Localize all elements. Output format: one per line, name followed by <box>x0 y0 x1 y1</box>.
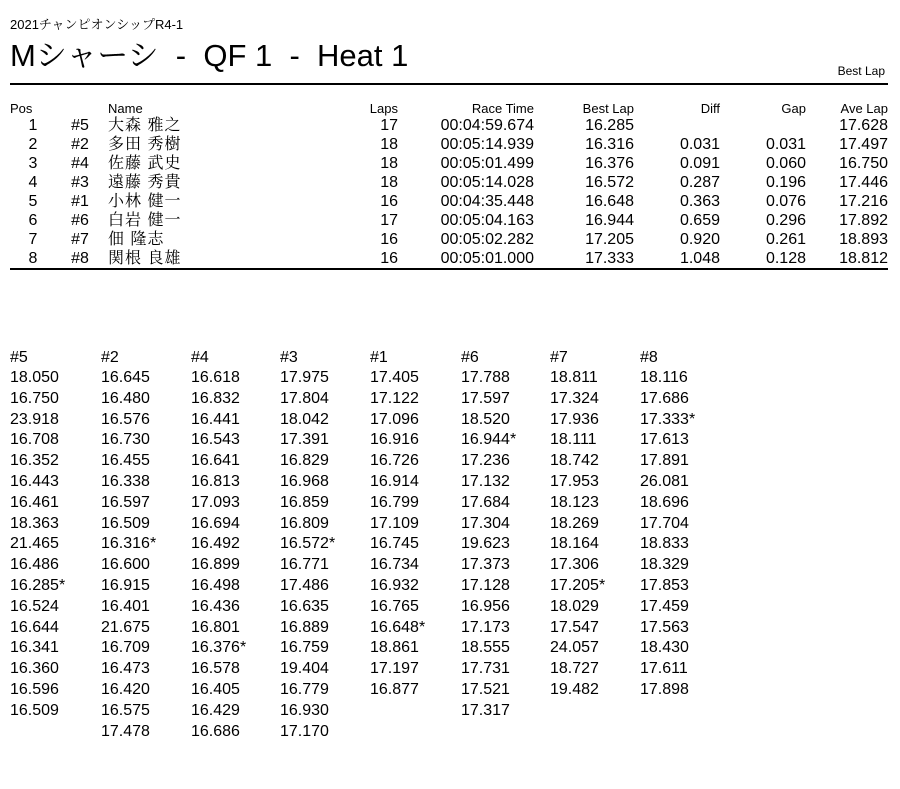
lap-time: 18.042 <box>280 410 329 428</box>
lap-time: 17.205* <box>550 576 606 594</box>
lap-time: 16.726 <box>370 452 419 470</box>
lap-column-car-number: #1 <box>370 349 388 366</box>
lap-time: 16.480 <box>101 389 150 407</box>
lap-time: 17.953 <box>550 472 599 490</box>
sort-label: Best Lap <box>837 64 885 78</box>
lap-time: 16.635 <box>280 597 329 615</box>
col-header-name: Name <box>108 100 143 116</box>
result-laps: 18 <box>380 136 398 153</box>
result-gap: 0.076 <box>765 193 806 210</box>
title-divider <box>10 83 888 85</box>
result-gap: 0.128 <box>720 249 806 269</box>
lap-time: 17.611 <box>640 660 688 678</box>
lap-column <box>550 348 638 701</box>
lap-time: 17.975 <box>280 369 329 386</box>
lap-time: 16.401 <box>101 597 150 615</box>
lap-time: 18.555 <box>461 639 510 657</box>
result-diff: 0.091 <box>679 155 720 172</box>
table-row <box>10 249 888 269</box>
result-laps: 18 <box>380 155 398 172</box>
lap-time: 17.684 <box>461 493 510 511</box>
lap-time: 18.430 <box>640 639 689 657</box>
result-car-number: #3 <box>71 174 89 191</box>
result-laps: 16 <box>380 193 398 210</box>
lap-column-car-number: #3 <box>280 349 298 366</box>
lap-time: 17.236 <box>461 452 510 470</box>
result-pos: 5 <box>28 193 38 210</box>
table-row <box>10 230 888 249</box>
lap-time: 18.164 <box>550 535 599 553</box>
lap-time: 16.576 <box>101 410 150 428</box>
result-pos: 3 <box>28 155 38 172</box>
lap-time: 16.509 <box>101 514 150 532</box>
result-race-time: 00:04:59.674 <box>440 117 534 134</box>
lap-time: 16.285* <box>10 576 66 594</box>
lap-time: 17.128 <box>461 576 510 594</box>
result-driver-name: 佐藤 武史 <box>108 155 182 172</box>
lap-time: 16.709 <box>101 639 150 657</box>
lap-time: 19.404 <box>280 660 329 678</box>
lap-time: 17.704 <box>640 514 689 532</box>
result-pos: 1 <box>28 117 38 134</box>
result-ave-lap: 17.892 <box>839 212 888 229</box>
lap-time: 16.316* <box>101 535 157 553</box>
lap-time: 17.170 <box>280 722 329 740</box>
result-driver-name: 関根 良雄 <box>108 249 358 269</box>
lap-time: 18.050 <box>10 369 59 386</box>
result-gap: 0.060 <box>765 155 806 172</box>
lap-time: 17.486 <box>280 576 329 594</box>
lap-time: 16.745 <box>370 535 419 553</box>
result-pos: 6 <box>28 212 38 229</box>
lap-time: 26.081 <box>640 472 689 490</box>
results-table <box>10 100 888 270</box>
lap-time: 18.029 <box>550 597 599 615</box>
result-pos: 8 <box>10 249 52 269</box>
lap-time: 18.269 <box>550 514 599 532</box>
lap-time: 16.405 <box>191 680 240 698</box>
lap-time: 16.376* <box>191 639 247 657</box>
lap-time: 17.547 <box>550 618 599 636</box>
table-row <box>10 173 888 192</box>
result-race-time: 00:05:04.163 <box>440 212 534 229</box>
result-laps: 17 <box>380 117 398 134</box>
result-diff: 1.048 <box>634 249 720 269</box>
event-name: 2021チャンピオンシップR4-1 <box>10 17 184 32</box>
lap-time: 17.324 <box>550 389 599 407</box>
lap-time: 16.461 <box>10 493 59 511</box>
lap-time: 16.686 <box>191 722 240 740</box>
lap-time: 16.956 <box>461 597 510 615</box>
col-header-laps: Laps <box>369 100 398 116</box>
lap-column <box>101 348 189 742</box>
result-laps: 18 <box>380 174 398 191</box>
lap-time: 16.455 <box>101 452 150 470</box>
lap-time: 16.944* <box>461 431 517 449</box>
lap-time: 17.132 <box>461 472 510 490</box>
result-best-lap: 17.333 <box>534 249 634 269</box>
lap-time: 18.696 <box>640 493 689 511</box>
lap-time: 17.306 <box>550 556 599 574</box>
result-car-number: #8 <box>52 249 108 269</box>
col-header-race-time: Race Time <box>471 100 534 116</box>
lap-column-car-number: #7 <box>550 349 568 366</box>
lap-time: 21.465 <box>10 535 59 553</box>
lap-time: 17.317 <box>461 701 510 719</box>
lap-time: 16.968 <box>280 472 329 490</box>
result-driver-name: 佃 隆志 <box>108 231 165 248</box>
lap-time: 18.811 <box>550 369 598 386</box>
lap-time: 16.813 <box>191 472 240 490</box>
result-driver-name: 小林 健一 <box>108 193 182 210</box>
lap-column-car-number: #8 <box>640 349 658 366</box>
result-ave-lap: 17.628 <box>839 117 888 134</box>
result-driver-name: 多田 秀樹 <box>108 136 182 153</box>
lap-time: 16.648* <box>370 618 426 636</box>
lap-time: 17.122 <box>370 389 419 407</box>
col-header-pos: Pos <box>10 100 33 116</box>
result-diff <box>634 116 720 135</box>
lap-time: 16.443 <box>10 472 59 490</box>
results-header-row <box>10 100 888 116</box>
result-ave-lap: 17.216 <box>839 193 888 210</box>
lap-time: 17.373 <box>461 556 510 574</box>
lap-time: 24.057 <box>550 639 599 657</box>
lap-time: 17.891 <box>640 452 689 470</box>
result-driver-name: 遠藤 秀貴 <box>108 174 182 191</box>
lap-time: 18.363 <box>10 514 59 532</box>
lap-time: 17.173 <box>461 618 510 636</box>
lap-time: 16.930 <box>280 701 329 719</box>
result-race-time: 00:05:14.028 <box>440 174 534 191</box>
lap-column <box>370 348 458 701</box>
lap-column-car-number: #5 <box>10 349 28 366</box>
result-gap: 0.031 <box>765 136 806 153</box>
result-best-lap: 16.376 <box>585 155 634 172</box>
result-car-number: #5 <box>71 117 89 134</box>
result-car-number: #6 <box>71 212 89 229</box>
table-row <box>10 116 888 135</box>
lap-time: 17.898 <box>640 680 689 698</box>
col-header-gap: Gap <box>781 100 806 116</box>
result-car-number: #1 <box>71 193 89 210</box>
lap-time: 16.492 <box>191 535 240 553</box>
result-laps: 16 <box>358 249 398 269</box>
table-row <box>10 192 888 211</box>
result-driver-name: 大森 雅之 <box>108 117 182 134</box>
lap-column <box>191 348 279 742</box>
result-driver-name: 白岩 健一 <box>108 212 182 229</box>
lap-time: 16.486 <box>10 556 59 574</box>
lap-time: 16.734 <box>370 556 419 574</box>
lap-time: 16.575 <box>101 701 150 719</box>
lap-time: 18.727 <box>550 660 599 678</box>
result-laps: 16 <box>380 231 398 248</box>
lap-time: 16.877 <box>370 680 419 698</box>
lap-time: 19.623 <box>461 535 510 553</box>
table-row <box>10 154 888 173</box>
lap-time: 16.765 <box>370 597 419 615</box>
result-laps: 17 <box>380 212 398 229</box>
lap-time: 18.861 <box>370 639 419 657</box>
result-gap <box>720 116 806 135</box>
result-car-number: #2 <box>71 136 89 153</box>
lap-time: 18.329 <box>640 556 689 574</box>
result-best-lap: 16.944 <box>585 212 634 229</box>
result-ave-lap: 18.893 <box>839 231 888 248</box>
lap-time: 17.405 <box>370 369 419 386</box>
lap-time: 17.109 <box>370 514 419 532</box>
lap-time: 16.708 <box>10 431 59 449</box>
result-best-lap: 17.205 <box>585 231 634 248</box>
lap-time: 16.498 <box>191 576 240 594</box>
lap-time: 16.899 <box>191 556 240 574</box>
lap-time: 16.801 <box>191 618 240 636</box>
lap-time: 16.771 <box>280 556 329 574</box>
lap-time: 17.391 <box>280 431 329 449</box>
lap-time: 16.597 <box>101 493 150 511</box>
lap-time: 18.742 <box>550 452 599 470</box>
result-pos: 2 <box>28 136 38 153</box>
result-gap: 0.261 <box>765 231 806 248</box>
lap-time: 16.441 <box>191 410 240 428</box>
lap-time: 16.859 <box>280 493 329 511</box>
lap-time: 16.914 <box>370 472 419 490</box>
lap-time: 17.731 <box>461 660 510 678</box>
lap-time: 17.804 <box>280 389 329 407</box>
lap-time: 17.686 <box>640 389 689 407</box>
lap-column <box>640 348 728 701</box>
result-race-time: 00:04:35.448 <box>440 193 534 210</box>
lap-time: 16.618 <box>191 369 240 386</box>
lap-time: 16.932 <box>370 576 419 594</box>
lap-time: 17.459 <box>640 597 689 615</box>
lap-time: 18.833 <box>640 535 689 553</box>
lap-time: 16.578 <box>191 660 240 678</box>
result-ave-lap: 18.812 <box>806 249 888 269</box>
result-gap: 0.196 <box>765 174 806 191</box>
lap-time: 16.436 <box>191 597 240 615</box>
lap-time: 17.597 <box>461 389 510 407</box>
result-car-number: #4 <box>71 155 89 172</box>
result-diff: 0.920 <box>679 231 720 248</box>
lap-time: 16.916 <box>370 431 419 449</box>
result-diff: 0.659 <box>679 212 720 229</box>
lap-time: 17.093 <box>191 493 240 511</box>
lap-time: 16.915 <box>101 576 150 594</box>
col-header-car <box>52 100 108 116</box>
lap-time: 16.832 <box>191 389 240 407</box>
lap-time: 21.675 <box>101 618 150 636</box>
table-row <box>10 211 888 230</box>
lap-time: 16.341 <box>10 639 59 657</box>
lap-time: 23.918 <box>10 410 59 428</box>
lap-time: 16.730 <box>101 431 150 449</box>
lap-time: 16.420 <box>101 680 150 698</box>
lap-time: 18.111 <box>550 431 597 449</box>
result-best-lap: 16.316 <box>585 136 634 153</box>
lap-time: 16.759 <box>280 639 329 657</box>
result-best-lap: 16.285 <box>585 117 634 134</box>
result-pos: 4 <box>28 174 38 191</box>
lap-time: 18.520 <box>461 410 510 428</box>
result-gap: 0.296 <box>765 212 806 229</box>
lap-time: 17.304 <box>461 514 510 532</box>
lap-time: 16.809 <box>280 514 329 532</box>
lap-time: 16.600 <box>101 556 150 574</box>
lap-time: 16.572* <box>280 535 336 553</box>
col-header-diff: Diff <box>700 100 720 116</box>
lap-time: 17.521 <box>461 680 510 698</box>
result-diff: 0.363 <box>679 193 720 210</box>
lap-time: 16.596 <box>10 680 59 698</box>
lap-time: 16.829 <box>280 452 329 470</box>
col-header-ave-lap: Ave Lap <box>840 100 888 116</box>
lap-time: 16.429 <box>191 701 240 719</box>
lap-column-car-number: #6 <box>461 349 479 366</box>
lap-time: 16.352 <box>10 452 59 470</box>
lap-time: 16.360 <box>10 660 59 678</box>
col-header-best-lap: Best Lap <box>582 100 634 116</box>
lap-column-car-number: #2 <box>101 349 119 366</box>
result-car-number: #7 <box>71 231 89 248</box>
result-ave-lap: 17.497 <box>839 136 888 153</box>
lap-time: 16.799 <box>370 493 419 511</box>
result-diff: 0.287 <box>679 174 720 191</box>
lap-time: 16.779 <box>280 680 329 698</box>
lap-time: 17.096 <box>370 410 419 428</box>
lap-time: 17.563 <box>640 618 689 636</box>
lap-time: 17.197 <box>370 660 419 678</box>
lap-column <box>461 348 549 722</box>
lap-time: 16.524 <box>10 597 59 615</box>
lap-time: 17.936 <box>550 410 599 428</box>
lap-time: 16.473 <box>101 660 150 678</box>
result-race-time: 00:05:14.939 <box>440 136 534 153</box>
lap-time: 16.338 <box>101 472 150 490</box>
table-row <box>10 135 888 154</box>
lap-time: 18.123 <box>550 493 599 511</box>
lap-time: 16.889 <box>280 618 329 636</box>
lap-time: 17.478 <box>101 722 150 740</box>
result-race-time: 00:05:02.282 <box>440 231 534 248</box>
result-race-time: 00:05:01.000 <box>398 249 534 269</box>
lap-time: 16.641 <box>191 452 240 470</box>
lap-time: 16.645 <box>101 369 150 386</box>
result-race-time: 00:05:01.499 <box>440 155 534 172</box>
lap-time: 16.509 <box>10 701 59 719</box>
lap-time: 16.644 <box>10 618 59 636</box>
lap-time: 17.853 <box>640 576 689 594</box>
result-ave-lap: 17.446 <box>839 174 888 191</box>
lap-time: 18.116 <box>640 369 688 386</box>
lap-time: 17.333* <box>640 410 696 428</box>
result-best-lap: 16.648 <box>585 193 634 210</box>
lap-time: 16.543 <box>191 431 240 449</box>
lap-column-car-number: #4 <box>191 349 209 366</box>
lap-time: 19.482 <box>550 680 599 698</box>
lap-time: 16.694 <box>191 514 240 532</box>
lap-time: 17.788 <box>461 369 510 386</box>
lap-column <box>280 348 368 742</box>
result-ave-lap: 16.750 <box>839 155 888 172</box>
lap-time: 16.750 <box>10 389 59 407</box>
page-title: Mシャーシ - QF 1 - Heat 1 <box>10 38 409 73</box>
lap-time: 17.613 <box>640 431 689 449</box>
lap-column <box>10 348 98 722</box>
result-best-lap: 16.572 <box>585 174 634 191</box>
result-pos: 7 <box>28 231 38 248</box>
result-diff: 0.031 <box>679 136 720 153</box>
